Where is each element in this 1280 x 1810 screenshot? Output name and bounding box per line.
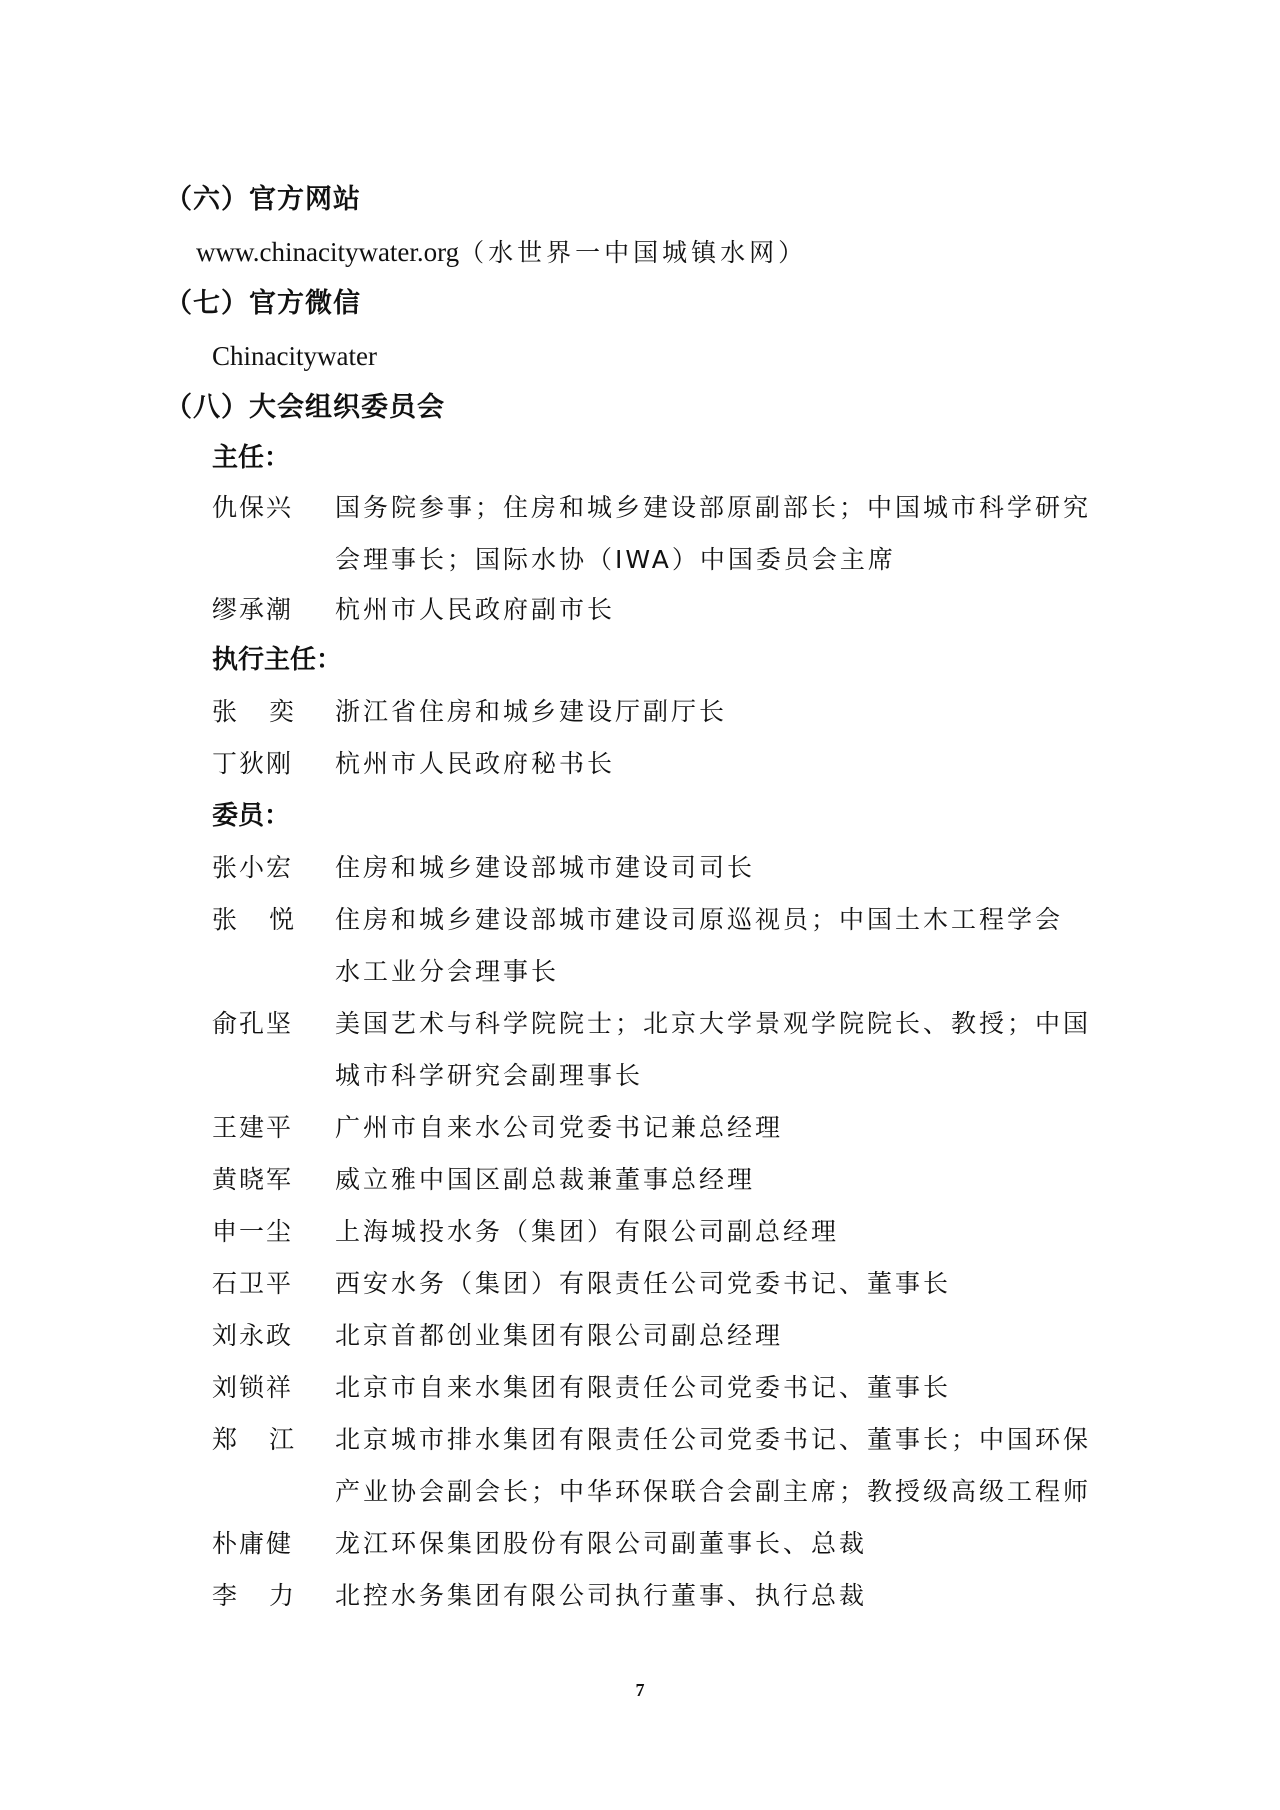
member-row xyxy=(212,1258,951,1310)
member-title: 国务院参事；住房和城乡建设部原副部长；中国城市科学研究 xyxy=(335,493,1092,522)
member-name: 俞孔坚 xyxy=(212,1009,294,1038)
member-title: 北京首都创业集团有限公司副总经理 xyxy=(335,1321,784,1350)
member-row xyxy=(212,1102,783,1154)
member-row xyxy=(212,686,727,738)
member-row xyxy=(212,1570,867,1622)
member-name: 石卫平 xyxy=(212,1269,294,1298)
member-name: 张悦 xyxy=(212,905,327,934)
member-name: 仇保兴 xyxy=(212,493,294,522)
member-title: 北京市自来水集团有限责任公司党委书记、董事长 xyxy=(335,1373,952,1402)
member-title: 杭州市人民政府副市长 xyxy=(335,595,616,624)
role-heading-director: 主任： xyxy=(212,443,291,473)
member-title: 住房和城乡建设部城市建设司司长 xyxy=(335,853,756,882)
section-heading-wechat: （七）官方微信 xyxy=(165,288,361,319)
member-name: 张奕 xyxy=(212,697,327,726)
member-title: 北京城市排水集团有限责任公司党委书记、董事长；中国环保 xyxy=(335,1425,1092,1454)
member-row xyxy=(212,482,1091,534)
member-row xyxy=(212,998,1091,1050)
member-title-continuation: 产业协会副会长；中华环保联合会副主席；教授级高级工程师 xyxy=(335,1477,1092,1506)
member-title: 住房和城乡建设部城市建设司原巡视员；中国土木工程学会 xyxy=(335,905,1064,934)
role-heading-members: 委员： xyxy=(212,801,291,831)
member-title: 美国艺术与科学院院士；北京大学景观学院院长、教授；中国 xyxy=(335,1009,1092,1038)
member-row xyxy=(212,738,615,790)
member-row xyxy=(212,584,615,636)
member-row xyxy=(212,1206,839,1258)
member-row xyxy=(212,1310,783,1362)
member-name: 丁狄刚 xyxy=(212,749,294,778)
member-row xyxy=(212,1414,1091,1466)
member-title-continuation: 会理事长；国际水协（IWA）中国委员会主席 xyxy=(335,545,896,574)
section-heading-website: （六）官方网站 xyxy=(165,184,361,215)
member-name: 刘锁祥 xyxy=(212,1373,294,1402)
member-title: 威立雅中国区副总裁兼董事总经理 xyxy=(335,1165,756,1194)
member-row xyxy=(212,1518,867,1570)
role-heading-executive-director: 执行主任： xyxy=(212,645,343,675)
member-name: 缪承潮 xyxy=(212,595,294,624)
member-title-continuation: 水工业分会理事长 xyxy=(335,957,560,986)
member-name: 朴庸健 xyxy=(212,1529,294,1558)
member-name: 郑江 xyxy=(212,1425,327,1454)
member-name: 黄晓军 xyxy=(212,1165,294,1194)
website-url-note: （水世界一中国城镇水网） xyxy=(459,238,808,267)
website-line xyxy=(196,226,807,278)
member-title: 龙江环保集团股份有限公司副董事长、总裁 xyxy=(335,1529,868,1558)
member-row xyxy=(212,894,1063,946)
member-name: 张小宏 xyxy=(212,853,294,882)
member-title-continuation: 城市科学研究会副理事长 xyxy=(335,1061,644,1090)
member-name: 王建平 xyxy=(212,1113,294,1142)
member-title: 浙江省住房和城乡建设厅副厅长 xyxy=(335,697,728,726)
member-title: 西安水务（集团）有限责任公司党委书记、董事长 xyxy=(335,1269,952,1298)
member-title: 广州市自来水公司党委书记兼总经理 xyxy=(335,1113,784,1142)
member-row xyxy=(212,1362,951,1414)
member-title: 上海城投水务（集团）有限公司副总经理 xyxy=(335,1217,840,1246)
member-row xyxy=(212,842,755,894)
member-name: 李力 xyxy=(212,1581,327,1610)
member-title: 杭州市人民政府秘书长 xyxy=(335,749,616,778)
section-heading-committee: （八）大会组织委员会 xyxy=(165,392,445,423)
page-number: 7 xyxy=(635,1680,645,1700)
member-name: 刘永政 xyxy=(212,1321,294,1350)
member-row xyxy=(212,1154,755,1206)
website-url[interactable]: www.chinacitywater.org xyxy=(196,237,460,267)
member-name: 申一尘 xyxy=(212,1217,294,1246)
wechat-account: Chinacitywater xyxy=(212,341,377,371)
member-title: 北控水务集团有限公司执行董事、执行总裁 xyxy=(335,1581,868,1610)
